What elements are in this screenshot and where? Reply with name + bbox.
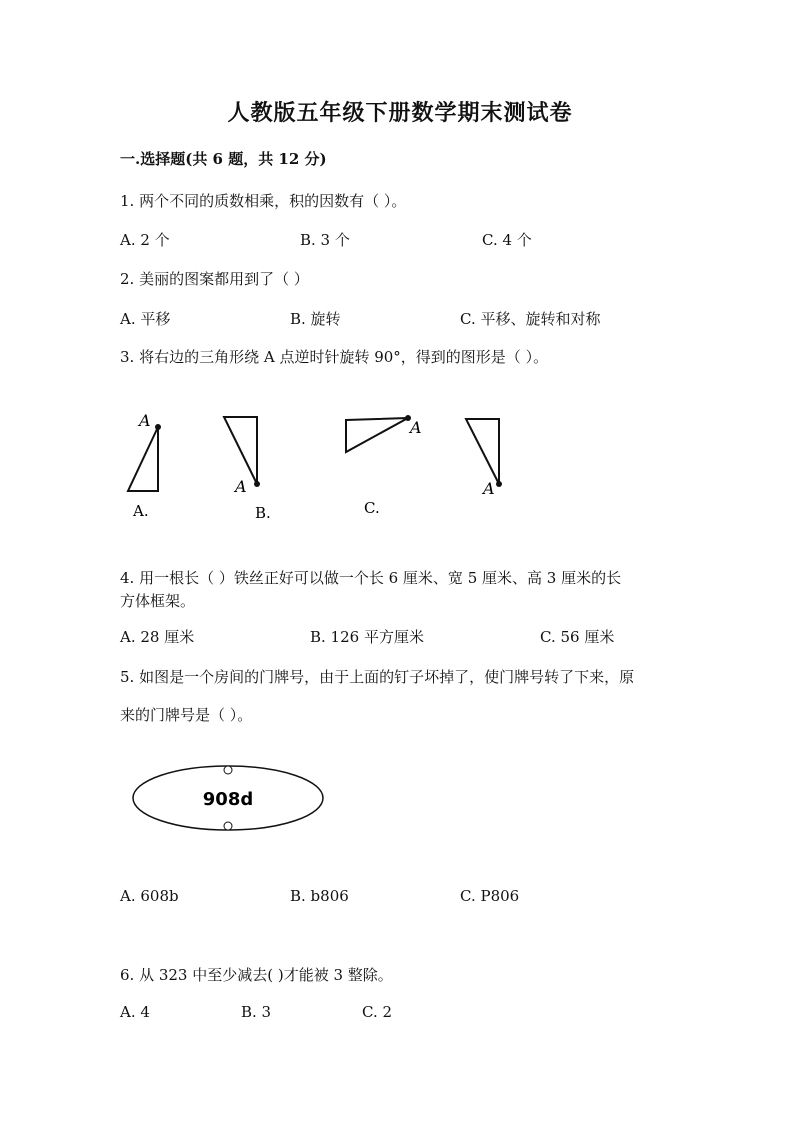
vertex-label-b: A	[235, 477, 247, 496]
figure-label-b: B.	[255, 504, 271, 522]
question-6-option-a[interactable]: A. 4	[120, 1003, 150, 1021]
page-title: 人教版五年级下册数学期末测试卷	[227, 100, 573, 126]
triangle-option-b	[224, 417, 271, 522]
question-2-option-a[interactable]: A. 平移	[120, 310, 171, 328]
triangle-figures-svg	[110, 400, 530, 530]
question-6-text: 6. 从 323 中至少减去( )才能被 3 整除。	[120, 966, 393, 984]
question-4-text-line2: 方体框架。	[120, 592, 196, 610]
question-6-option-c[interactable]: C. 2	[362, 1003, 393, 1021]
triangle-option-c	[346, 415, 422, 517]
nail-hole-top	[224, 766, 232, 774]
question-1-option-c[interactable]: C. 4 个	[482, 231, 532, 249]
question-1-option-a[interactable]: A. 2 个	[120, 231, 170, 249]
question-5-text-line2: 来的门牌号是（ ）。	[120, 706, 253, 724]
door-plate-svg	[130, 760, 340, 840]
question-2-text: 2. 美丽的图案都用到了（ ）	[120, 270, 309, 288]
question-6-option-b[interactable]: B. 3	[241, 1003, 272, 1021]
question-4-text-line1: 4. 用一根长（ ）铁丝正好可以做一个长 6 厘米、宽 5 厘米、高 3 厘米的长	[120, 569, 622, 587]
nail-hole-bottom	[224, 822, 232, 830]
original-triangle	[128, 411, 161, 520]
door-plate-number: 908d	[202, 789, 254, 810]
question-3-triangle-figures	[110, 400, 530, 530]
question-4-option-c[interactable]: C. 56 厘米	[540, 628, 615, 646]
question-2-option-b[interactable]: B. 旋转	[290, 310, 341, 328]
section-header: 一.选择题(共 6 题，共 12 分)	[120, 150, 327, 168]
question-5-text-line1: 5. 如图是一个房间的门牌号，由于上面的钉子坏掉了，使门牌号转了下来，原	[120, 668, 635, 686]
question-5-option-c[interactable]: C. P806	[460, 887, 520, 905]
question-5-option-b[interactable]: B. b806	[290, 887, 349, 905]
question-4-option-a[interactable]: A. 28 厘米	[120, 628, 195, 646]
figure-label-a: A.	[133, 502, 149, 520]
door-plate-figure	[130, 760, 340, 840]
vertex-label-original: A	[139, 411, 151, 430]
question-3-text: 3. 将右边的三角形绕 A 点逆时针旋转 90°，得到的图形是（ ）。	[120, 348, 549, 366]
question-4-option-b[interactable]: B. 126 平方厘米	[310, 628, 424, 646]
figure-label-c: C.	[364, 499, 380, 517]
triangle-option-d	[466, 419, 502, 498]
question-1-text: 1. 两个不同的质数相乘，积的因数有（ ）。	[120, 192, 407, 210]
question-2-option-c[interactable]: C. 平移、旋转和对称	[460, 310, 601, 328]
vertex-label-c: A	[410, 418, 422, 437]
vertex-label-d: A	[483, 479, 495, 498]
question-1-option-b[interactable]: B. 3 个	[300, 231, 350, 249]
question-5-option-a[interactable]: A. 608b	[120, 887, 179, 905]
